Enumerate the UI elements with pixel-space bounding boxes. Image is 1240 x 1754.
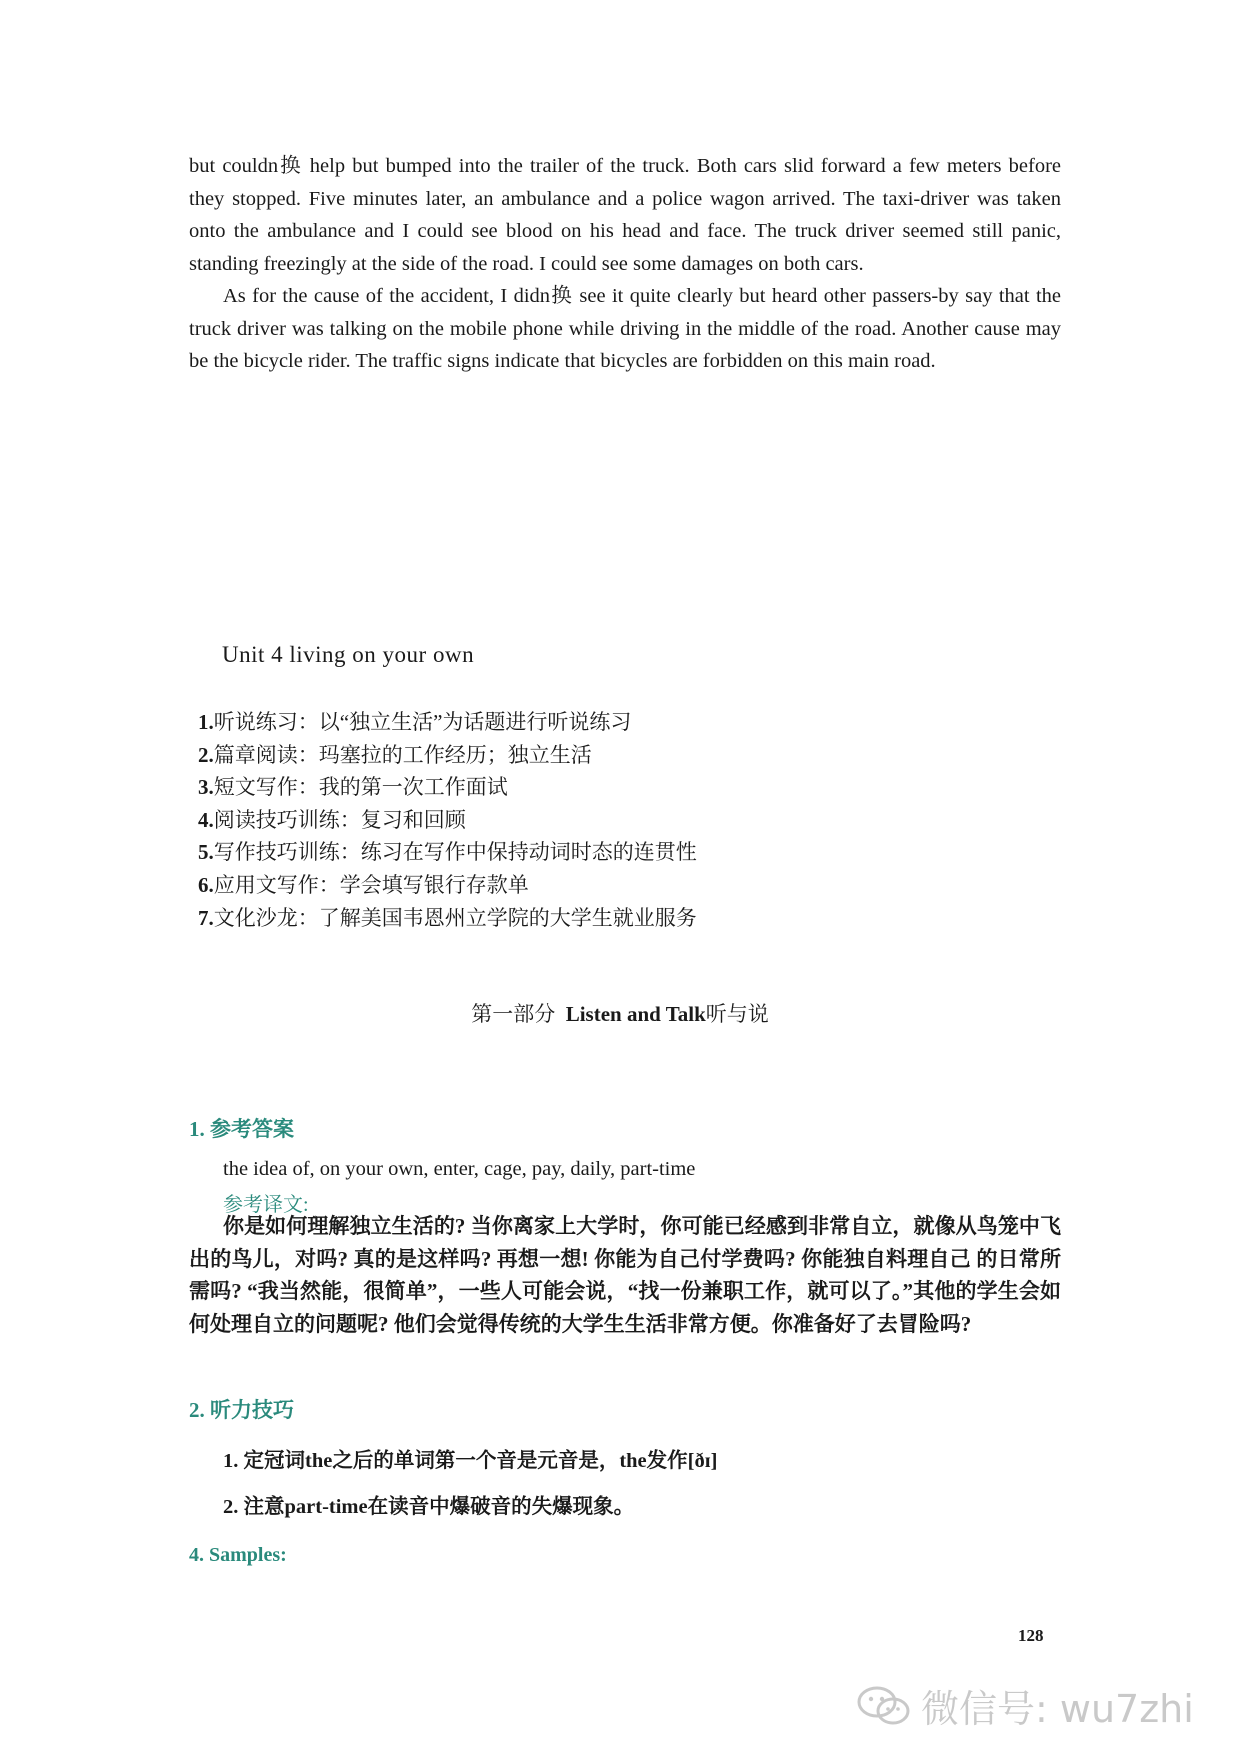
part-heading	[0, 998, 1240, 1028]
section-1-heading: 1. 参考答案	[189, 1117, 294, 1141]
tip-item: 1. 定冠词the之后的单词第一个音是元音是，the发作[ðɪ]	[223, 1450, 718, 1472]
objective-item: 3.短文写作：我的第一次工作面试	[198, 775, 508, 800]
section-4-heading: 4. Samples:	[189, 1544, 287, 1566]
objective-item: 5.写作技巧训练：练习在写作中保持动词时态的连贯性	[198, 840, 697, 865]
translation-paragraph: 你是如何理解独立生活的? 当你离家上大学时，你可能已经感到非常自立，就像从鸟笼中飞出的鸟儿，对吗? 真的是这样吗? 再想一想! 你能为自己付学费吗? 你能独自料理自己 的日常所需吗? “我当然能，很简单”，一些人可能会说，“找一份兼职工作，就可以了。”其他的学生会如何处理自立的问题呢? 他们会觉得传统的大学生生活非常方便。你准备好了去冒险吗?	[189, 1214, 1061, 1336]
part-prefix: 第一部分	[471, 1002, 556, 1026]
page-number: 128	[1018, 1626, 1044, 1645]
objectives-list	[198, 706, 697, 934]
translation-label: 参考译文:	[223, 1194, 309, 1216]
objective-item: 1.听说练习：以“独立生活”为话题进行听说练习	[198, 710, 632, 734]
objective-item: 7.文化沙龙：了解美国韦恩州立学院的大学生就业服务	[198, 905, 697, 930]
section-2-heading: 2. 听力技巧	[189, 1398, 294, 1422]
story-paragraph-1: but couldn换 help but bumped into the trailer of the truck. Both cars slid forward a few meters before they stopped. Five minutes later, an ambulance and a police wagon arrived. The taxi-driver was taken onto the ambulance and I could see blood on his head and face. The truck driver seemed still panic, standing freezingly at the side of the road. I could see some damages on both cars.	[189, 155, 1061, 275]
story-paragraph-2: As for the cause of the accident, I didn换 see it quite clearly but heard other passers-by say that the truck driver was talking on the mobile phone while driving in the middle of the road. Another cause may be the bicycle rider. The traffic signs indicate that bicycles are forbidden on this main road.	[189, 285, 1061, 372]
tip-item: 2. 注意part-time在读音中爆破音的失爆现象。	[223, 1496, 635, 1518]
tips-list	[223, 1443, 717, 1535]
part-title: Listen and Talk	[565, 1002, 706, 1026]
wechat-icon	[855, 1684, 915, 1728]
unit-title: Unit 4 living on your own	[222, 642, 475, 667]
watermark	[855, 1678, 1194, 1733]
part-suffix: 听与说	[705, 1002, 769, 1026]
watermark-text: 微信号: wu7zhi	[921, 1687, 1194, 1731]
objective-item: 4.阅读技巧训练：复习和回顾	[198, 807, 466, 832]
answer-line: the idea of, on your own, enter, cage, pay, daily, part-time	[223, 1158, 696, 1180]
objective-item: 6.应用文写作：学会填写银行存款单	[198, 872, 529, 897]
objective-item: 2.篇章阅读：玛塞拉的工作经历；独立生活	[198, 742, 592, 767]
